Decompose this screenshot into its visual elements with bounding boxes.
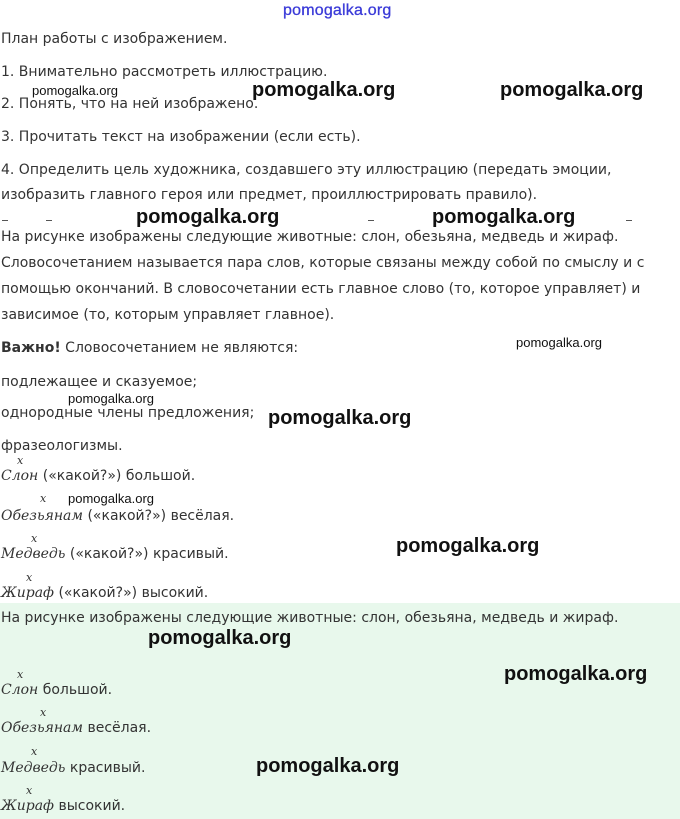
not-phrase-item: подлежащее и сказуемое; (1, 374, 198, 390)
answer-animals-line: На рисунке изображены следующие животные: слон, обезьяна, медведь и жираф. (1, 610, 619, 626)
watermark: pomogalka.org (432, 206, 576, 228)
plan-title: План работы с изображением. (1, 31, 228, 47)
plan-step: 1. Внимательно рассмотреть иллюстрацию. (1, 64, 328, 80)
important-label: Важно! (1, 340, 61, 356)
important-note (1, 340, 298, 356)
animals-line: На рисунке изображены следующие животные: слон, обезьяна, медведь и жираф. (1, 229, 619, 245)
plan-step: 4. Определить цель художника, создавшего эту иллюстрацию (передать эмоции, (1, 162, 612, 178)
phrase-noun: Обезьянам (1, 508, 84, 524)
watermark: pomogalka.org (148, 627, 292, 649)
answer-adjective: высокий. (54, 798, 126, 814)
phrase-row (1, 585, 208, 601)
main-word-marker: x (17, 454, 24, 467)
main-word-marker: x (40, 706, 47, 719)
important-text: Словосочетанием не являются: (60, 340, 299, 356)
phrase-question: («какой?») (83, 508, 171, 524)
watermark: pomogalka.org (396, 535, 540, 557)
separator-dash (368, 220, 374, 221)
main-word-marker: x (26, 784, 33, 797)
watermark: pomogalka.org (256, 755, 400, 777)
answer-phrase (1, 682, 112, 698)
not-phrase-item: фразеологизмы. (1, 438, 123, 454)
answer-adjective: красивый. (65, 760, 146, 776)
watermark: pomogalka.org (68, 491, 154, 506)
main-word-marker: x (31, 745, 38, 758)
phrase-noun: Жираф (1, 585, 55, 601)
definition-line: помощью окончаний. В словосочетании есть главное слово (то, которое управляет) и (1, 281, 641, 297)
watermark: pomogalka.org (32, 83, 118, 98)
main-word-marker: x (40, 492, 47, 505)
main-word-marker: x (17, 668, 24, 681)
not-phrase-item: однородные члены предложения; (1, 405, 255, 421)
watermark: pomogalka.org (268, 407, 412, 429)
phrase-noun: Медведь (1, 546, 66, 562)
answer-noun: Слон (1, 682, 39, 698)
answer-highlight (0, 603, 680, 819)
phrase-row (1, 508, 234, 524)
plan-step: 3. Прочитать текст на изображении (если есть). (1, 129, 361, 145)
answer-phrase (1, 760, 145, 776)
top-watermark: pomogalka.org (283, 2, 392, 19)
answer-phrase (1, 798, 125, 814)
watermark: pomogalka.org (252, 79, 396, 101)
phrase-question: («какой?») (65, 546, 153, 562)
main-word-marker: x (31, 532, 38, 545)
watermark: pomogalka.org (136, 206, 280, 228)
phrase-question: («какой?») (38, 468, 126, 484)
separator-dash (46, 220, 52, 221)
phrase-noun: Слон (1, 468, 39, 484)
watermark: pomogalka.org (504, 663, 648, 685)
separator-dash (2, 220, 8, 221)
phrase-adjective: весёлая. (170, 508, 235, 524)
answer-adjective: большой. (38, 682, 113, 698)
phrase-row (1, 546, 229, 562)
phrase-question: («какой?») (54, 585, 142, 601)
separator-dash (626, 220, 632, 221)
phrase-row (1, 468, 195, 484)
answer-noun: Жираф (1, 798, 55, 814)
answer-phrase (1, 720, 151, 736)
watermark: pomogalka.org (68, 391, 154, 406)
answer-adjective: весёлая. (83, 720, 152, 736)
watermark: pomogalka.org (516, 335, 602, 350)
definition-line: Словосочетанием называется пара слов, которые связаны между собой по смыслу и с (1, 255, 645, 271)
main-word-marker: x (26, 571, 33, 584)
phrase-adjective: большой. (125, 468, 196, 484)
plan-step: изобразить главного героя или предмет, проиллюстрировать правило). (1, 187, 538, 203)
answer-noun: Обезьянам (1, 720, 84, 736)
plan-step: 2. Понять, что на ней изображено. (1, 96, 259, 112)
definition-line: зависимое (то, которым управляет главное). (1, 307, 335, 323)
phrase-adjective: красивый. (152, 546, 229, 562)
answer-noun: Медведь (1, 760, 66, 776)
watermark: pomogalka.org (500, 79, 644, 101)
phrase-adjective: высокий. (141, 585, 209, 601)
